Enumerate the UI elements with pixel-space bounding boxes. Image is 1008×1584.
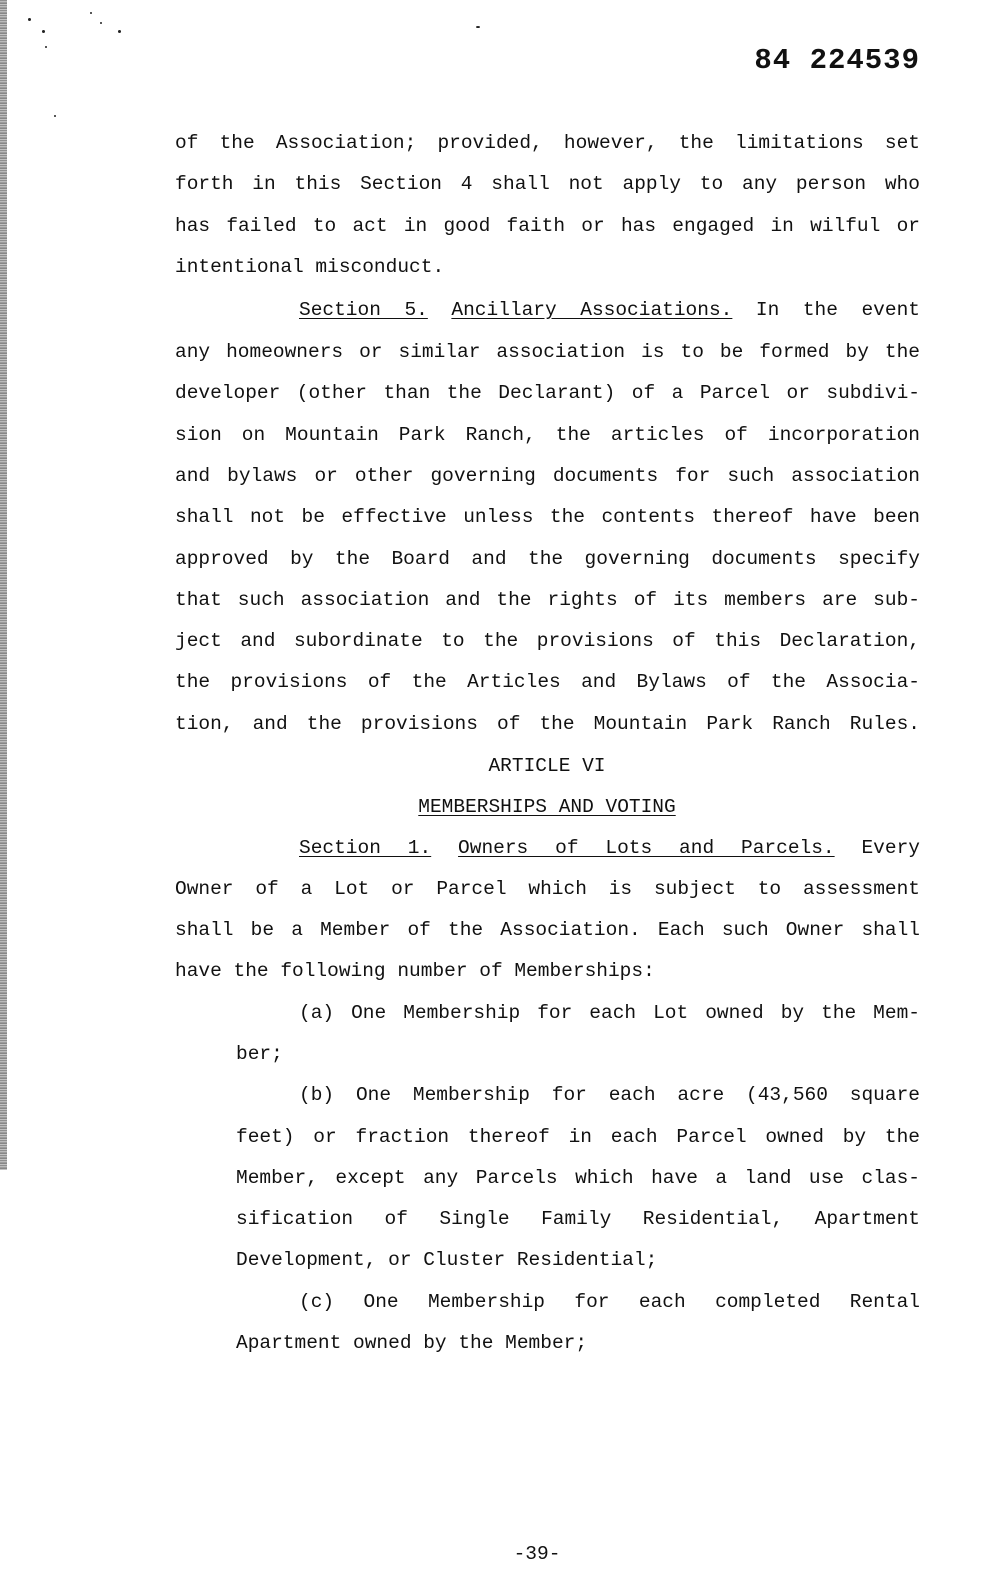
body-line: tion, and the provisions of the Mountain Park Ranch Rules. — [175, 713, 920, 735]
scan-speck — [90, 12, 92, 14]
body-line: have the following number of Memberships: — [175, 960, 655, 982]
section-1-label: Section 1. — [299, 837, 432, 859]
body-line: sion on Mountain Park Ranch, the articles of incorporation — [175, 424, 920, 446]
body-line: of the Association; provided, however, the limitations set — [175, 132, 920, 154]
body-line: intentional misconduct. — [175, 256, 445, 278]
list-item-b-continuation: Member, except any Parcels which have a land use clas- — [236, 1167, 920, 1189]
body-line: ject and subordinate to the provisions of this Declaration, — [175, 630, 920, 652]
scan-speck — [45, 46, 47, 48]
list-item-b-continuation: Development, or Cluster Residential; — [236, 1249, 658, 1271]
body-line: developer (other than the Declarant) of a Parcel or subdivi- — [175, 382, 920, 404]
body-line: shall be a Member of the Association. Each such Owner shall — [175, 919, 920, 941]
body-line: any homeowners or similar association is to be formed by the — [175, 341, 920, 363]
article-title: MEMBERSHIPS AND VOTING — [418, 796, 676, 818]
list-item-b-continuation: feet) or fraction thereof in each Parcel owned by the — [236, 1126, 920, 1148]
section-5-first-line-rest: In the event — [755, 299, 920, 321]
document-number: 84 224539 — [754, 44, 920, 77]
list-item-b: (b) One Membership for each acre (43,560 square — [299, 1084, 920, 1106]
article-number: ARTICLE VI — [488, 755, 606, 777]
list-item-a-continuation: ber; — [236, 1043, 283, 1065]
scan-edge — [0, 0, 7, 1170]
body-line: the provisions of the Articles and Bylaws of the Associa- — [175, 671, 920, 693]
section-1-heading-line — [299, 836, 920, 860]
body-line: has failed to act in good faith or has engaged in wilful or — [175, 215, 920, 237]
body-line: and bylaws or other governing documents for such association — [175, 465, 920, 487]
list-item-a: (a) One Membership for each Lot owned by the Mem- — [299, 1002, 920, 1024]
scan-speck — [100, 22, 102, 24]
list-item-c-continuation: Apartment owned by the Member; — [236, 1332, 588, 1354]
scan-speck — [54, 115, 56, 117]
section-1-title: Owners of Lots and Parcels. — [458, 837, 835, 859]
body-line: forth in this Section 4 shall not apply to any person who — [175, 173, 920, 195]
body-line: Owner of a Lot or Parcel which is subject to assessment — [175, 878, 920, 900]
page-number: -39- — [513, 1543, 561, 1565]
body-line: approved by the Board and the governing documents specify — [175, 548, 920, 570]
section-5-heading-line — [299, 298, 920, 322]
scan-speck — [28, 18, 31, 21]
scan-speck — [476, 26, 480, 28]
list-item-c: (c) One Membership for each completed Rental — [299, 1291, 920, 1313]
section-5-label: Section 5. — [299, 299, 428, 321]
section-5-title: Ancillary Associations. — [451, 299, 733, 321]
list-item-b-continuation: sification of Single Family Residential, Apartment — [236, 1208, 920, 1230]
body-line: that such association and the rights of its members are sub- — [175, 589, 920, 611]
section-1-first-line-rest: Every — [861, 837, 920, 859]
body-line: shall not be effective unless the contents thereof have been — [175, 506, 920, 528]
scan-speck — [118, 30, 121, 33]
scan-speck — [42, 30, 45, 33]
